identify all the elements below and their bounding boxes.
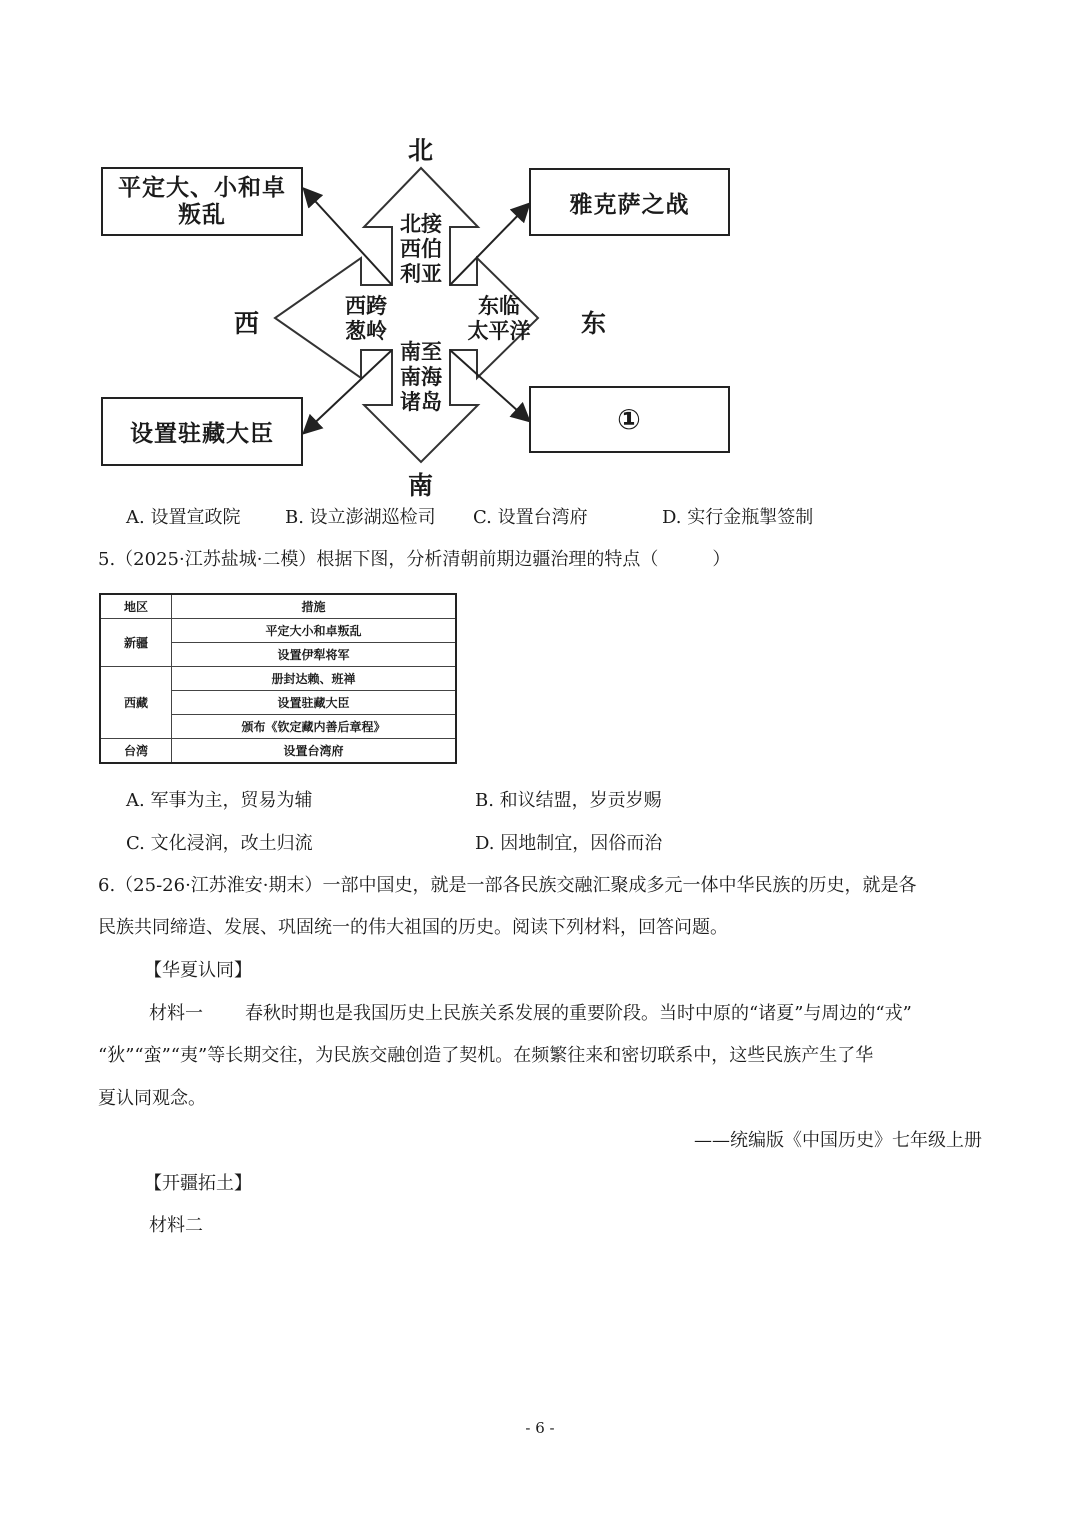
box-bottom-right: ① <box>529 386 730 453</box>
direction-north: 北 <box>408 136 434 165</box>
west-arrow-text: 西跨 葱岭 <box>345 294 387 343</box>
q5-option-c: C. 文化浸润，改土归流 <box>126 833 313 854</box>
direction-south: 南 <box>408 471 434 500</box>
table-measure: 设置台湾府 <box>172 739 457 764</box>
table-header: 措施 <box>172 594 457 619</box>
table-region: 新疆 <box>100 619 172 667</box>
table-header: 地区 <box>100 594 172 619</box>
material1-line2: “狄”“蛮”“夷”等长期交往，为民族交融创造了契机。在频繁往来和密切联系中，这些民族产生了华 <box>98 1045 874 1066</box>
material1-label: 材料一 <box>149 1003 203 1024</box>
material1-line1: 春秋时期也是我国历史上民族关系发展的重要阶段。当时中原的“诸夏”与周边的“戎” <box>245 1003 912 1024</box>
q6-stem-line1: 6.（25-26·江苏淮安·期末）一部中国史，就是一部各民族交融汇聚成多元一体中华民族的历史，就是各 <box>98 875 917 896</box>
table-region: 台湾 <box>100 739 172 764</box>
q4-option-c: C. 设置台湾府 <box>473 507 588 528</box>
table-row <box>100 619 456 643</box>
material1-line3: 夏认同观念。 <box>98 1088 206 1109</box>
q5-option-d: D. 因地制宜，因俗而治 <box>475 833 663 854</box>
box-top-left: 平定大、小和卓 叛乱 <box>101 167 303 236</box>
table-measure: 颁布《钦定藏内善后章程》 <box>172 715 457 739</box>
section-heading-kaijiang: 【开疆拓土】 <box>144 1173 252 1194</box>
north-arrow-text: 北接 西伯 利亚 <box>400 212 442 286</box>
q4-option-a: A. 设置宣政院 <box>126 507 241 528</box>
table-row <box>100 739 456 764</box>
table-region: 西藏 <box>100 667 172 739</box>
material2-label: 材料二 <box>149 1215 203 1236</box>
south-arrow-text: 南至 南海 诸岛 <box>400 340 442 414</box>
q4-option-b: B. 设立澎湖巡检司 <box>285 507 436 528</box>
material1-source: ——统编版《中国历史》七年级上册 <box>694 1130 982 1151</box>
box-bottom-left: 设置驻藏大臣 <box>101 397 303 466</box>
q5-stem: 5.（2025·江苏盐城·二模）根据下图，分析清朝前期边疆治理的特点（ ） <box>98 549 731 570</box>
page-number: - 6 - <box>525 1419 555 1437</box>
east-arrow-text: 东临 太平洋 <box>467 294 531 343</box>
table-measure: 平定大小和卓叛乱 <box>172 619 457 643</box>
table-measure: 设置驻藏大臣 <box>172 691 457 715</box>
table-header-row <box>100 594 456 619</box>
box-top-right: 雅克萨之战 <box>529 168 730 236</box>
direction-west: 西 <box>234 309 260 338</box>
section-heading-huaxia: 【华夏认同】 <box>144 960 252 981</box>
q5-option-a: A. 军事为主，贸易为辅 <box>126 790 313 811</box>
q5-table <box>99 593 457 764</box>
table-measure: 册封达赖、班禅 <box>172 667 457 691</box>
table-row <box>100 667 456 691</box>
q6-stem-line2: 民族共同缔造、发展、巩固统一的伟大祖国的历史。阅读下列材料，回答问题。 <box>98 917 728 938</box>
table-measure: 设置伊犁将军 <box>172 643 457 667</box>
direction-east: 东 <box>581 309 607 338</box>
q5-option-b: B. 和议结盟，岁贡岁赐 <box>475 790 662 811</box>
q4-option-d: D. 实行金瓶掣签制 <box>662 507 814 528</box>
